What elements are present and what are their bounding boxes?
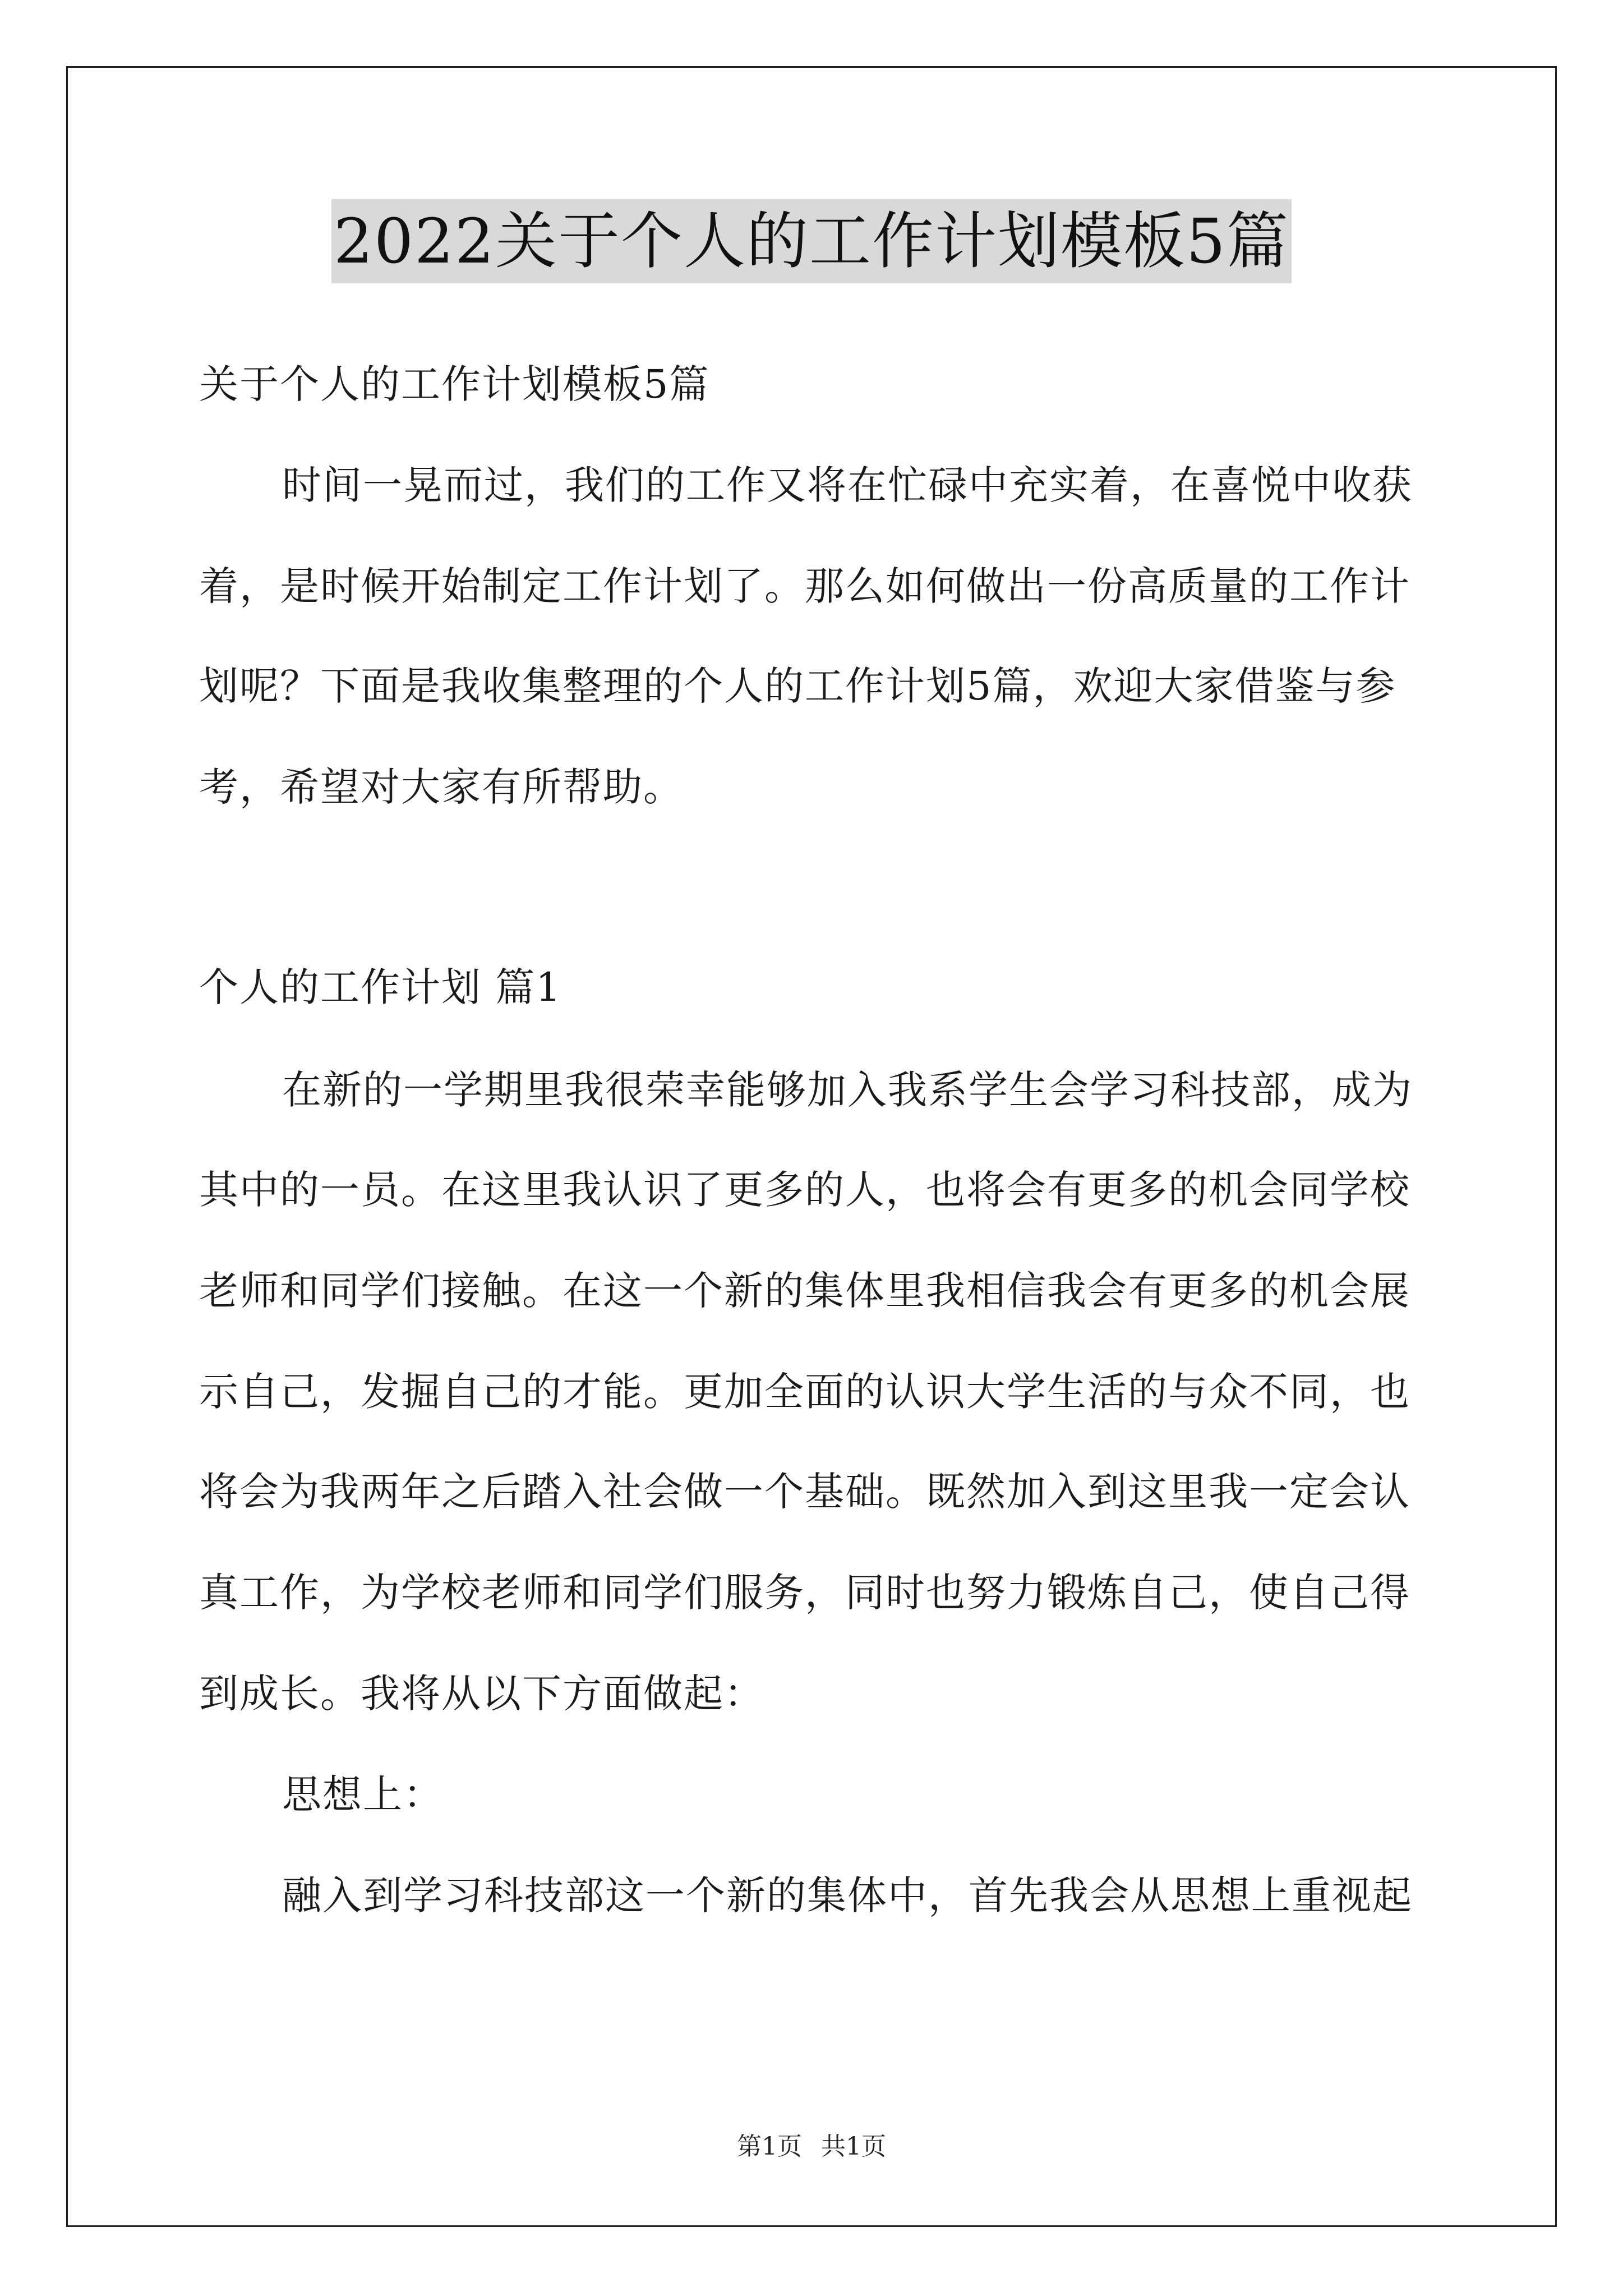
paragraph-line: 思想上： — [282, 1772, 444, 1818]
paragraph-line: 融入到学习科技部这一个新的集体中，首先我会从思想上重视起 — [282, 1872, 1413, 1918]
page-number: 第1页 — [737, 2132, 802, 2161]
section-heading: 个人的工作计划 篇1 — [199, 964, 562, 1010]
paragraph-line: 示自己，发掘自己的才能。更加全面的认识大学生活的与众不同，也 — [199, 1369, 1410, 1415]
paragraph-line: 真工作，为学校老师和同学们服务，同时也努力锻炼自己，使自己得 — [199, 1570, 1410, 1616]
paragraph-line: 其中的一员。在这里我认识了更多的人，也将会有更多的机会同学校 — [199, 1167, 1410, 1213]
paragraph-line: 在新的一学期里我很荣幸能够加入我系学生会学习科技部，成为 — [282, 1067, 1413, 1113]
paragraph-line: 考，希望对大家有所帮助。 — [199, 764, 684, 810]
paragraph-line: 时间一晃而过，我们的工作又将在忙碌中充实着，在喜悦中收获 — [282, 462, 1413, 508]
paragraph-line: 划呢？下面是我收集整理的个人的工作计划5篇，欢迎大家借鉴与参 — [199, 663, 1396, 709]
paragraph-line: 到成长。我将从以下方面做起： — [199, 1671, 764, 1717]
page-total: 共1页 — [821, 2132, 886, 2161]
page-footer — [0, 2130, 1623, 2164]
document-subtitle: 关于个人的工作计划模板5篇 — [199, 361, 710, 407]
paragraph-line: 将会为我两年之后踏入社会做一个基础。既然加入到这里我一定会认 — [199, 1469, 1410, 1515]
title-container — [0, 199, 1623, 283]
paragraph-line: 着，是时候开始制定工作计划了。那么如何做出一份高质量的工作计 — [199, 563, 1410, 609]
document-title: 2022关于个人的工作计划模板5篇 — [331, 199, 1292, 283]
paragraph-line: 老师和同学们接触。在这一个新的集体里我相信我会有更多的机会展 — [199, 1268, 1410, 1314]
